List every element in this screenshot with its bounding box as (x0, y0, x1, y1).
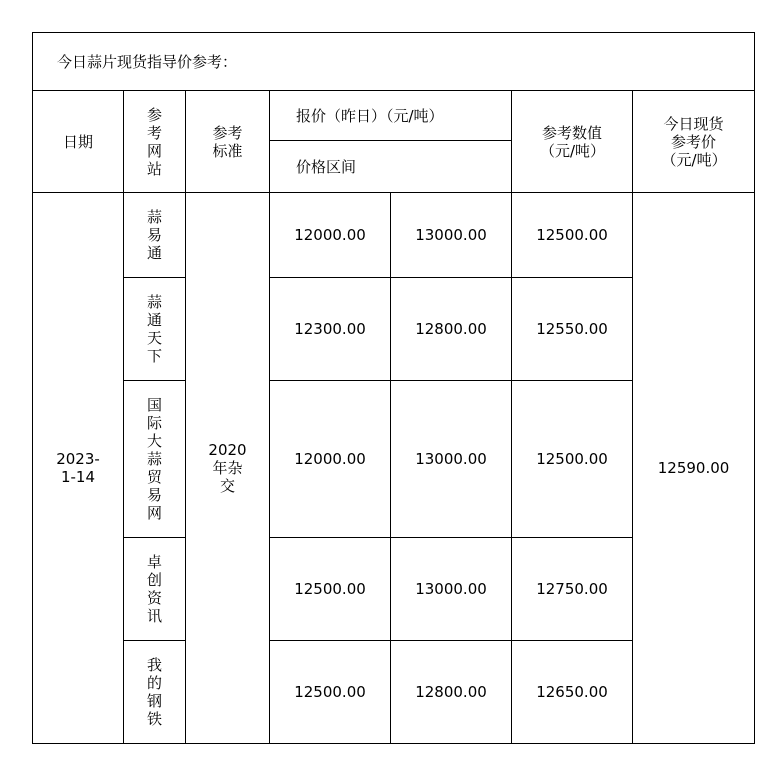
price-high-cell: 12800.00 (391, 278, 512, 381)
site-cell: 国际大蒜贸易网 (124, 381, 186, 538)
price-high-cell: 13000.00 (391, 193, 512, 278)
standard-cell: 2020年杂交 (186, 193, 270, 744)
ref-value-cell: 12500.00 (512, 381, 633, 538)
today-price-cell: 12590.00 (633, 193, 755, 744)
date-cell: 2023-1-14 (33, 193, 124, 744)
price-table (32, 32, 755, 744)
title-row (33, 33, 755, 91)
site-cell: 蒜易通 (124, 193, 186, 278)
header-quote: 报价（昨日）（元/吨） (270, 91, 512, 141)
price-low-cell: 12000.00 (270, 193, 391, 278)
price-low-cell: 12500.00 (270, 538, 391, 641)
header-site: 参考网站 (124, 91, 186, 193)
ref-value-cell: 12750.00 (512, 538, 633, 641)
price-high-cell: 12800.00 (391, 641, 512, 744)
price-high-cell: 13000.00 (391, 381, 512, 538)
price-low-cell: 12500.00 (270, 641, 391, 744)
site-cell: 我的钢铁 (124, 641, 186, 744)
header-price-range: 价格区间 (270, 141, 512, 193)
table-title: 今日蒜片现货指导价参考： (33, 33, 755, 91)
site-cell: 卓创资讯 (124, 538, 186, 641)
header-date: 日期 (33, 91, 124, 193)
header-standard: 参考标准 (186, 91, 270, 193)
header-today-price: 今日现货参考价（元/吨） (633, 91, 755, 193)
ref-value-cell: 12650.00 (512, 641, 633, 744)
header-row (33, 91, 755, 141)
price-low-cell: 12000.00 (270, 381, 391, 538)
ref-value-cell: 12550.00 (512, 278, 633, 381)
price-low-cell: 12300.00 (270, 278, 391, 381)
site-cell: 蒜通天下 (124, 278, 186, 381)
ref-value-cell: 12500.00 (512, 193, 633, 278)
price-high-cell: 13000.00 (391, 538, 512, 641)
header-ref-value: 参考数值（元/吨） (512, 91, 633, 193)
table-row (33, 193, 755, 278)
